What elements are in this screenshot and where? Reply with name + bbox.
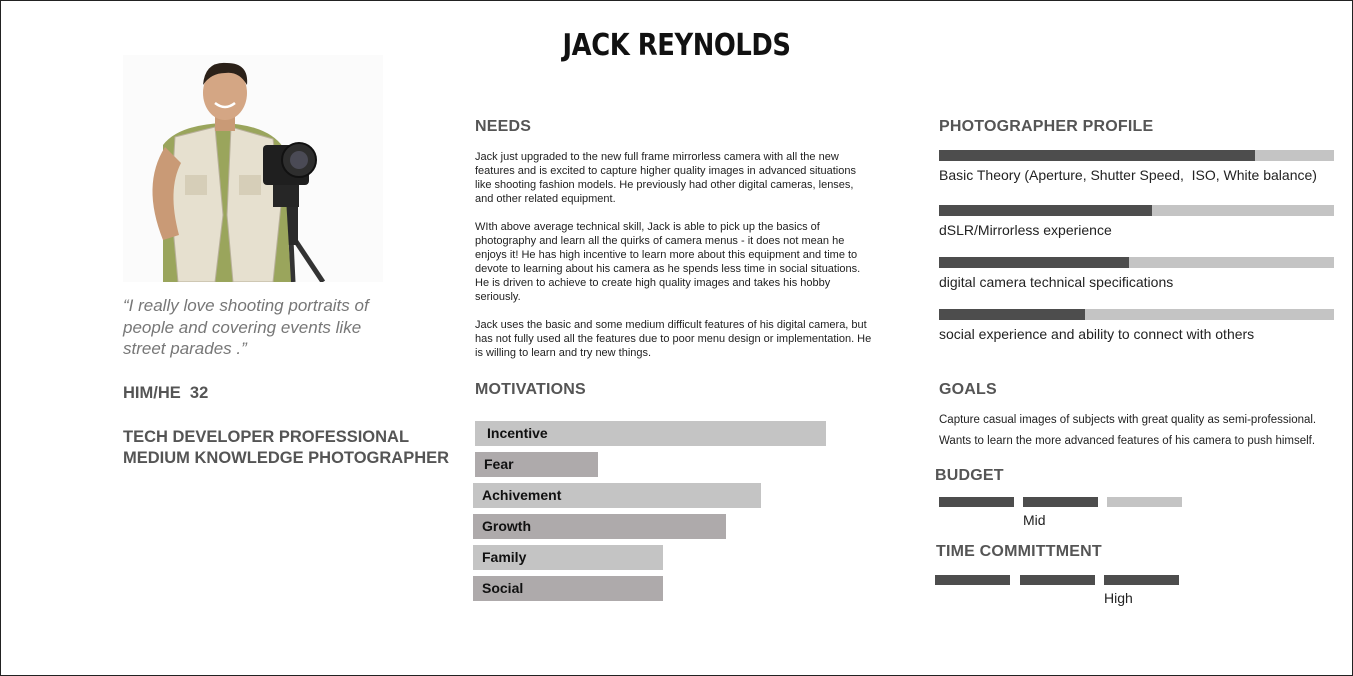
motivation-bar-growth [473, 514, 726, 539]
profile-bar-track [939, 309, 1334, 320]
budget-segment [939, 497, 1014, 507]
needs-paragraph-2: WIth above average technical skill, Jack is able to pick up the basics of photography and learn all the quirks of camera menus - it does not mean he enjoys it! He has high incentive to learn more about this equipment and time to devote to learning about his camera as he spends less time in social situations. He is driven to achieve to create high quality images and takes his hobby seriously. [475, 221, 861, 303]
motivation-label: Growth [482, 518, 531, 534]
profile-bar-label: social experience and ability to connect with others [939, 326, 1255, 342]
profile-bar-fill [939, 205, 1152, 216]
motivation-bar-fear [475, 452, 598, 477]
time-segment [1020, 575, 1095, 585]
pronoun-age: HIM/HE 32 [123, 384, 209, 402]
needs-heading: NEEDS [475, 118, 532, 135]
motivation-label: Incentive [487, 425, 548, 441]
goal-2: Wants to learn the more advanced features of his camera to push himself. [939, 435, 1316, 447]
needs-paragraph-1: Jack just upgraded to the new full frame mirrorless camera with all the new features and is excited to capture higher quality images in advanced situations like shooting fashion models. He previously had other digital cameras, lenses, and other related equipment. [475, 151, 856, 205]
goals-heading: GOALS [939, 381, 997, 398]
motivation-bar-social [473, 576, 663, 601]
budget-heading: BUDGET [935, 467, 1004, 484]
persona-quote: “I really love shooting portraits of people and covering events like street parades .” [123, 296, 369, 358]
budget-level-label: Mid [1023, 512, 1046, 528]
motivations-heading: MOTIVATIONS [475, 381, 586, 398]
profile-bar-fill [939, 309, 1085, 320]
profile-bar-fill [939, 257, 1129, 268]
time-heading: TIME COMMITTMENT [936, 543, 1102, 560]
time-segment [1104, 575, 1179, 585]
persona-name: JACK REYNOLDS [562, 28, 791, 63]
time-level-label: High [1104, 590, 1133, 606]
photographer-portrait-icon [123, 55, 383, 282]
motivation-label: Social [482, 580, 524, 596]
profile-bar-track [939, 257, 1334, 268]
budget-segment [1107, 497, 1182, 507]
motivation-bar-incentive [475, 421, 826, 446]
role-line-1: TECH DEVELOPER PROFESSIONAL [123, 428, 410, 446]
budget-segment [1023, 497, 1098, 507]
time-segment [935, 575, 1010, 585]
profile-heading: PHOTOGRAPHER PROFILE [939, 118, 1154, 135]
needs-paragraph-3: Jack uses the basic and some medium difficult features of his digital camera, but has not fully used all the features due to poor menu design or implementation. He is willing to learn and try new things. [475, 319, 872, 359]
profile-bar-label: dSLR/Mirrorless experience [939, 222, 1112, 238]
profile-bar-track [939, 205, 1334, 216]
motivation-bar-family [473, 545, 663, 570]
profile-bar-label: digital camera technical specifications [939, 274, 1174, 290]
motivation-bar-achivement [473, 483, 761, 508]
goal-1: Capture casual images of subjects with great quality as semi-professional. [939, 414, 1317, 426]
motivation-label: Achivement [482, 487, 562, 503]
motivation-label: Fear [484, 456, 514, 472]
motivation-label: Family [482, 549, 527, 565]
profile-bar-track [939, 150, 1334, 161]
role-line-2: MEDIUM KNOWLEDGE PHOTOGRAPHER [123, 449, 450, 467]
profile-bar-fill [939, 150, 1255, 161]
profile-bar-label: Basic Theory (Aperture, Shutter Speed, ISO, White balance) [939, 167, 1317, 183]
persona-photo [123, 55, 383, 282]
